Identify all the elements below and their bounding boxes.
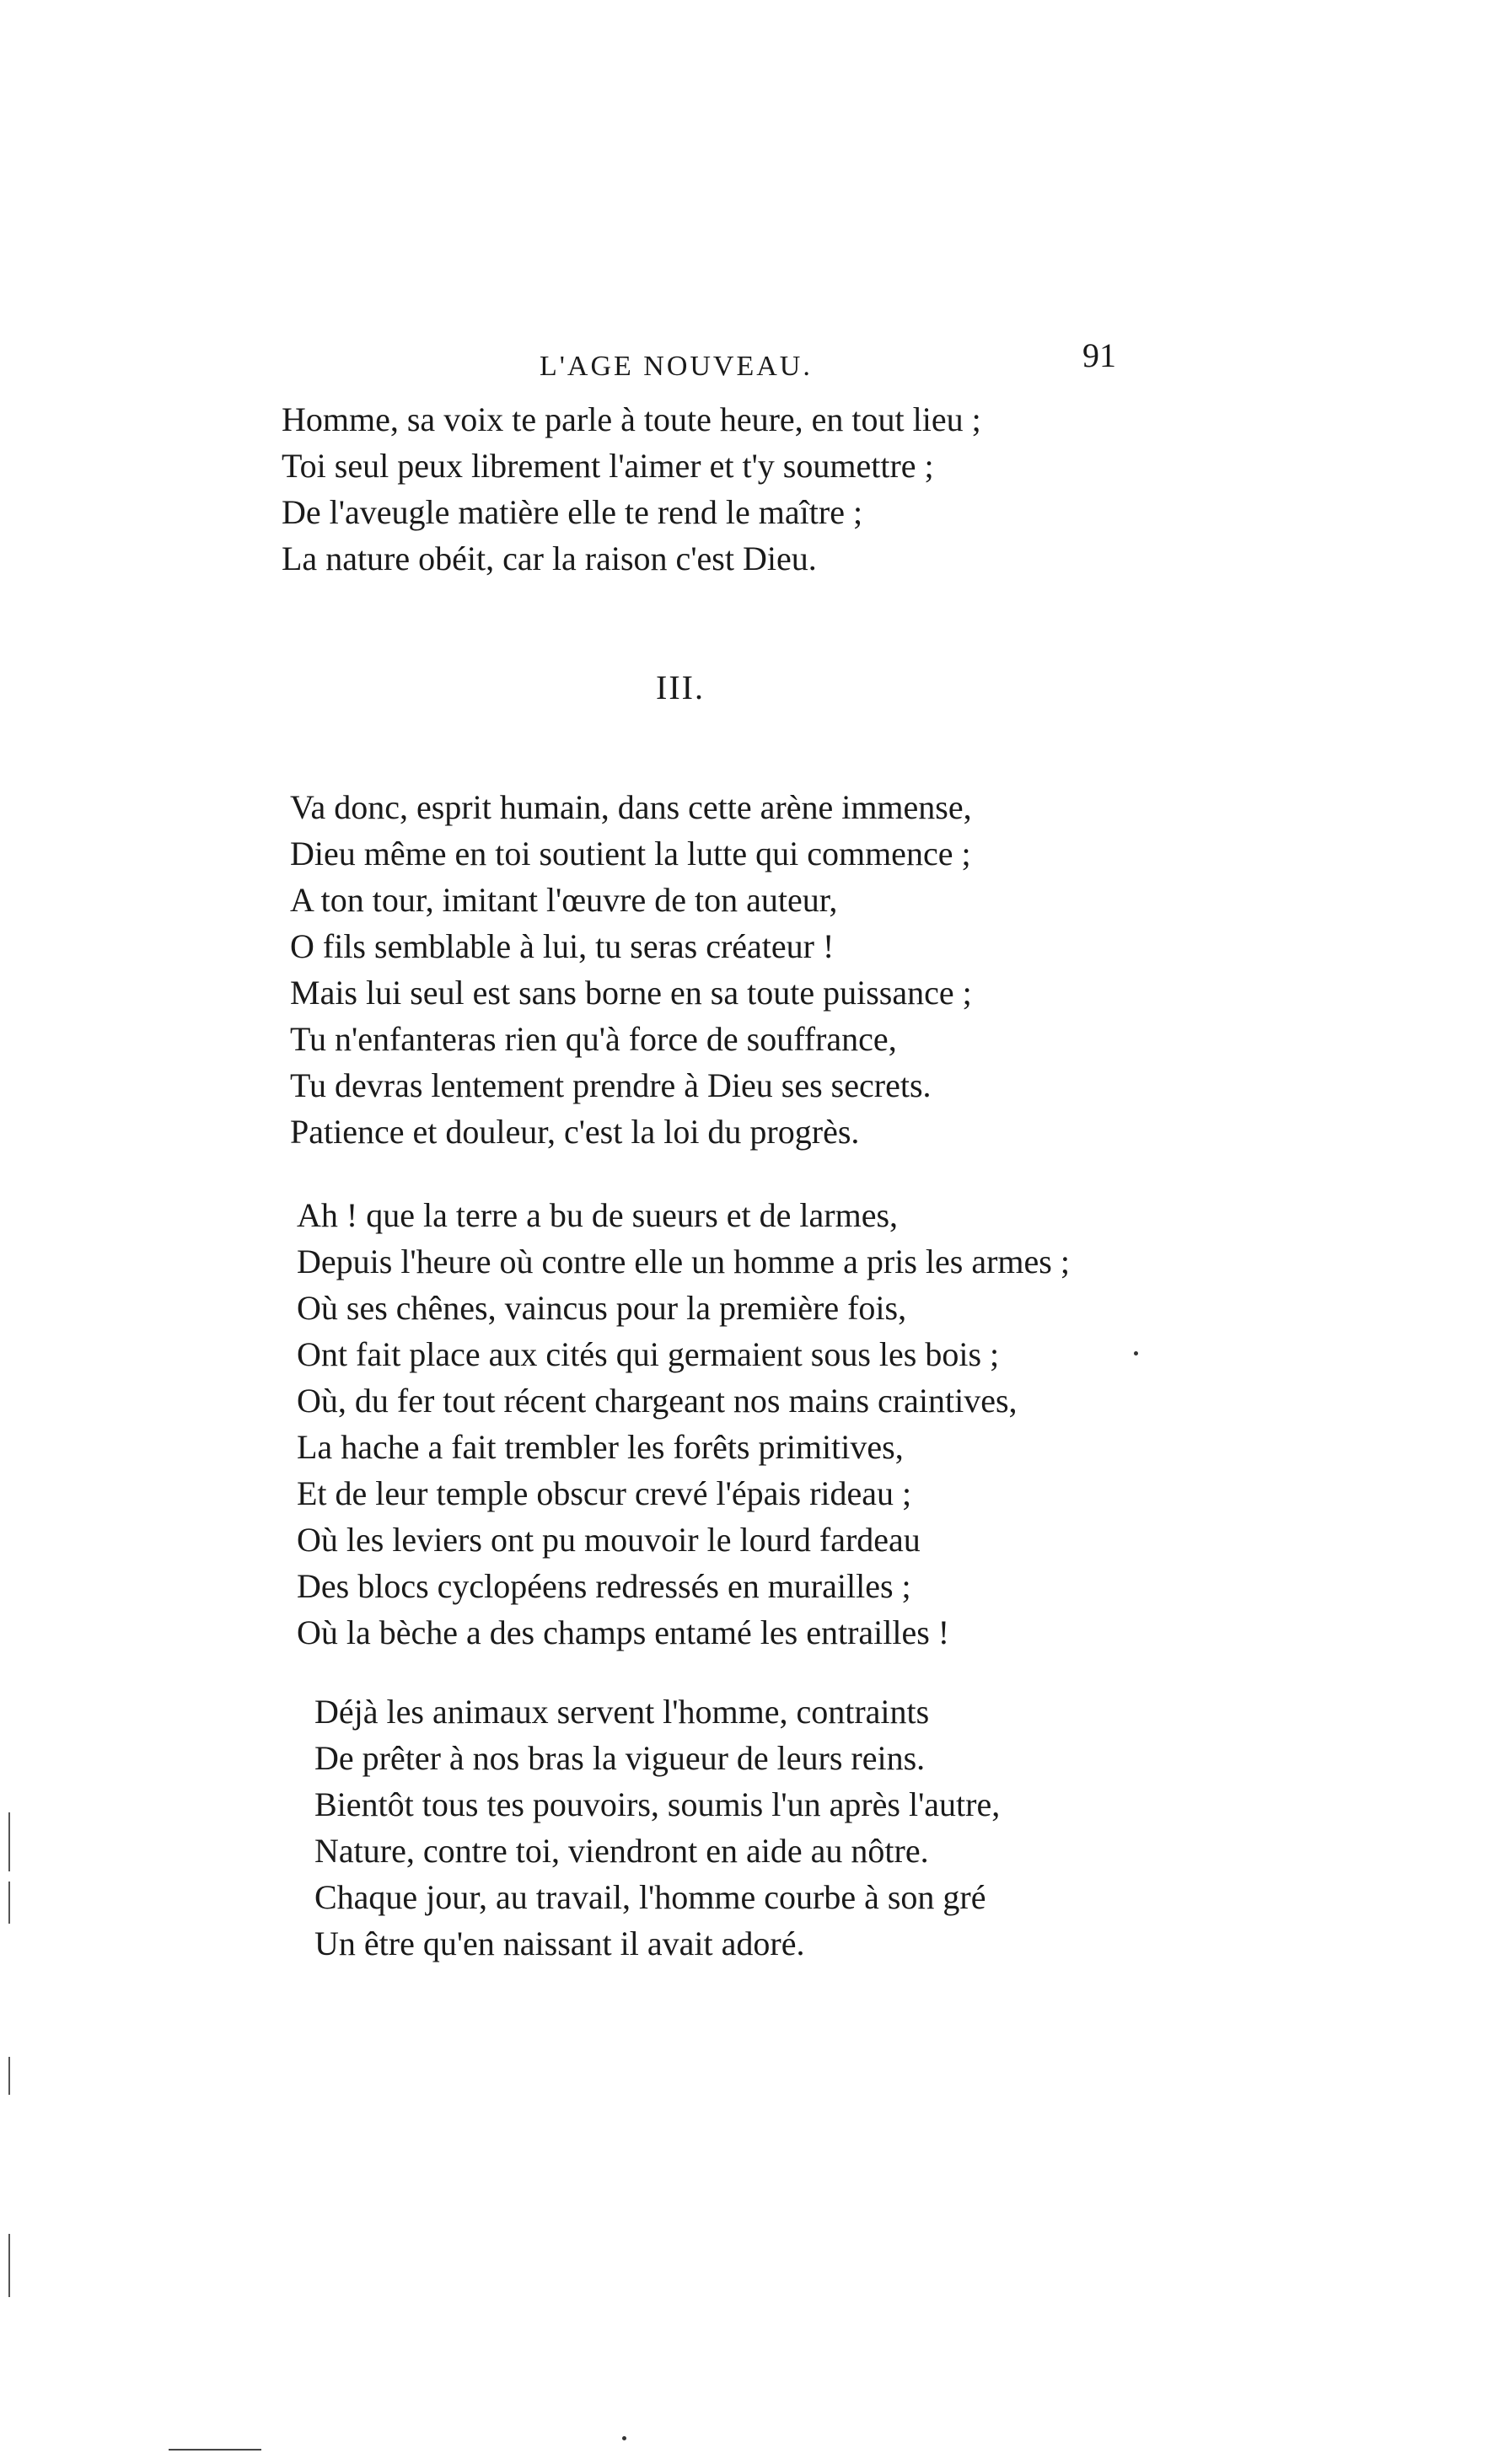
running-title: L'AGE NOUVEAU. (540, 351, 813, 382)
scan-speck (622, 2436, 626, 2440)
verse-line: Patience et douleur, c'est la loi du progrès. (290, 1113, 860, 1151)
verse-line: Où la bèche a des champs entamé les entrailles ! (297, 1613, 950, 1651)
verse-line: Tu n'enfanteras rien qu'à force de souffrance, (290, 1020, 897, 1058)
verse-line: Homme, sa voix te parle à toute heure, en tout lieu ; (282, 400, 981, 438)
stanza (290, 784, 972, 1155)
page-number: 91 (1082, 336, 1116, 374)
section-numeral: III. (656, 668, 705, 706)
verse-line: Nature, contre toi, viendront en aide au nôtre. (314, 1832, 929, 1870)
verse-line: Depuis l'heure où contre elle un homme a pris les armes ; (297, 1243, 1070, 1280)
scan-margin-mark (8, 2234, 10, 2297)
verse-line: De l'aveugle matière elle te rend le maître ; (282, 493, 863, 531)
verse-line: Dieu même en toi soutient la lutte qui commence ; (290, 835, 971, 872)
stanza (314, 1688, 1000, 1967)
verse-line: A ton tour, imitant l'œuvre de ton auteur, (290, 881, 838, 919)
verse-line: O fils semblable à lui, tu seras créateur ! (290, 927, 835, 965)
scan-margin-mark (8, 1882, 10, 1924)
verse-line: Mais lui seul est sans borne en sa toute puissance ; (290, 974, 972, 1012)
verse-line: Tu devras lentement prendre à Dieu ses secrets. (290, 1066, 932, 1104)
running-head (0, 336, 1493, 386)
verse-line: La hache a fait trembler les forêts primitives, (297, 1428, 904, 1466)
footer-rule (169, 2449, 261, 2451)
verse-line: La nature obéit, car la raison c'est Dieu. (282, 540, 817, 577)
verse-line: Où les leviers ont pu mouvoir le lourd fardeau (297, 1521, 921, 1559)
verse-line: Où ses chênes, vaincus pour la première fois, (297, 1289, 907, 1327)
verse-line: Va donc, esprit humain, dans cette arène immense, (290, 788, 972, 826)
stanza (282, 396, 981, 582)
scan-margin-mark (8, 1812, 10, 1871)
verse-line: Toi seul peux librement l'aimer et t'y soumettre ; (282, 447, 934, 485)
verse-line: Déjà les animaux servent l'homme, contraints (314, 1693, 930, 1731)
verse-line: Bientôt tous tes pouvoirs, soumis l'un après l'autre, (314, 1785, 1001, 1823)
verse-line: Et de leur temple obscur crevé l'épais rideau ; (297, 1474, 912, 1512)
verse-line: Ah ! que la terre a bu de sueurs et de larmes, (297, 1196, 899, 1234)
verse-line: Chaque jour, au travail, l'homme courbe à son gré (314, 1878, 986, 1916)
verse-line: Ont fait place aux cités qui germaient sous les bois ; (297, 1335, 1000, 1373)
stanza (297, 1192, 1070, 1656)
verse-line: De prêter à nos bras la vigueur de leurs reins. (314, 1739, 926, 1777)
verse-line: Un être qu'en naissant il avait adoré. (314, 1924, 805, 1962)
scan-margin-mark (8, 2057, 10, 2095)
verse-line: Où, du fer tout récent chargeant nos mains craintives, (297, 1382, 1018, 1420)
verse-line: Des blocs cyclopéens redressés en murailles ; (297, 1567, 911, 1605)
scan-speck (1134, 1351, 1138, 1355)
